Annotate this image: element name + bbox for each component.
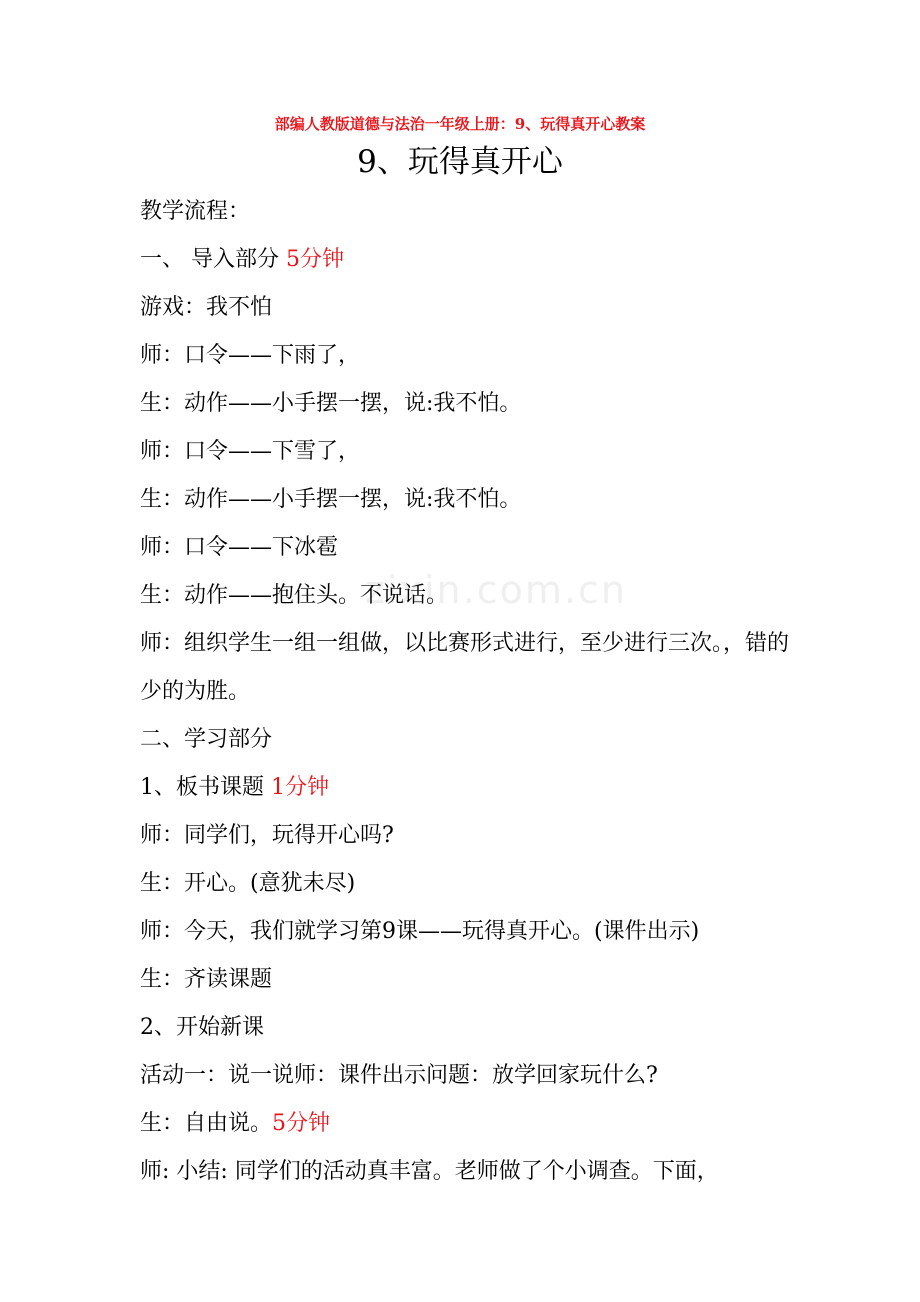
- section-heading-learning: 二、学习部分: [140, 727, 273, 752]
- dialogue-line: 生：动作——小手摆一摆，说:我不怕。: [140, 487, 522, 512]
- section-heading-intro: [140, 236, 790, 284]
- free-talk-text: 生：自由说。: [140, 1111, 273, 1136]
- intro-duration: 5分钟: [286, 247, 344, 272]
- board-title-text: 1、板书课题: [140, 775, 271, 800]
- subsection-heading-new-lesson: 2、开始新课: [140, 1015, 264, 1040]
- dialogue-line: 师：今天，我们就学习第9课——玩得真开心。(课件出示): [140, 919, 700, 944]
- intro-heading-text: 一、 导入部分: [140, 247, 286, 272]
- dialogue-line: 生：齐读课题: [140, 967, 273, 992]
- dialogue-line: 生：开心。(意犹未尽): [140, 871, 356, 896]
- dialogue-line: 师: 小结: 同学们的活动真丰富。老师做了个小调查。下面，: [140, 1159, 719, 1184]
- dialogue-line: 生：动作——抱住头。不说话。: [140, 583, 449, 608]
- free-talk-duration: 5分钟: [272, 1111, 331, 1136]
- watermark: zixin.com.cn: [365, 568, 627, 612]
- section-label-teaching-flow: 教学流程：: [140, 199, 251, 224]
- dialogue-paragraph: 师：组织学生一组一组做，以比赛形式进行，至少进行三次。，错的少的为胜。: [140, 631, 790, 704]
- dialogue-line: 师：同学们，玩得开心吗?: [140, 823, 394, 848]
- dialogue-line: 师：口令——下冰雹: [140, 535, 339, 560]
- board-title-duration: 1分钟: [271, 775, 329, 800]
- dialogue-line: 师：口令——下雪了，: [140, 439, 361, 464]
- activity-line: 活动一：说一说师：课件出示问题：放学回家玩什么?: [140, 1063, 658, 1088]
- dialogue-line: 生：动作——小手摆一摆，说:我不怕。: [140, 391, 522, 416]
- document-header: 部编人教版道德与法治一年级上册：9、玩得真开心教案: [274, 115, 646, 133]
- lesson-title: 9、玩得真开心: [357, 144, 563, 180]
- dialogue-line: 师：口令——下雨了，: [140, 343, 361, 368]
- subsection-heading-board-title: [140, 764, 790, 812]
- game-title: 游戏：我不怕: [140, 295, 273, 320]
- dialogue-line: [140, 1100, 790, 1148]
- lesson-body: [140, 188, 790, 1196]
